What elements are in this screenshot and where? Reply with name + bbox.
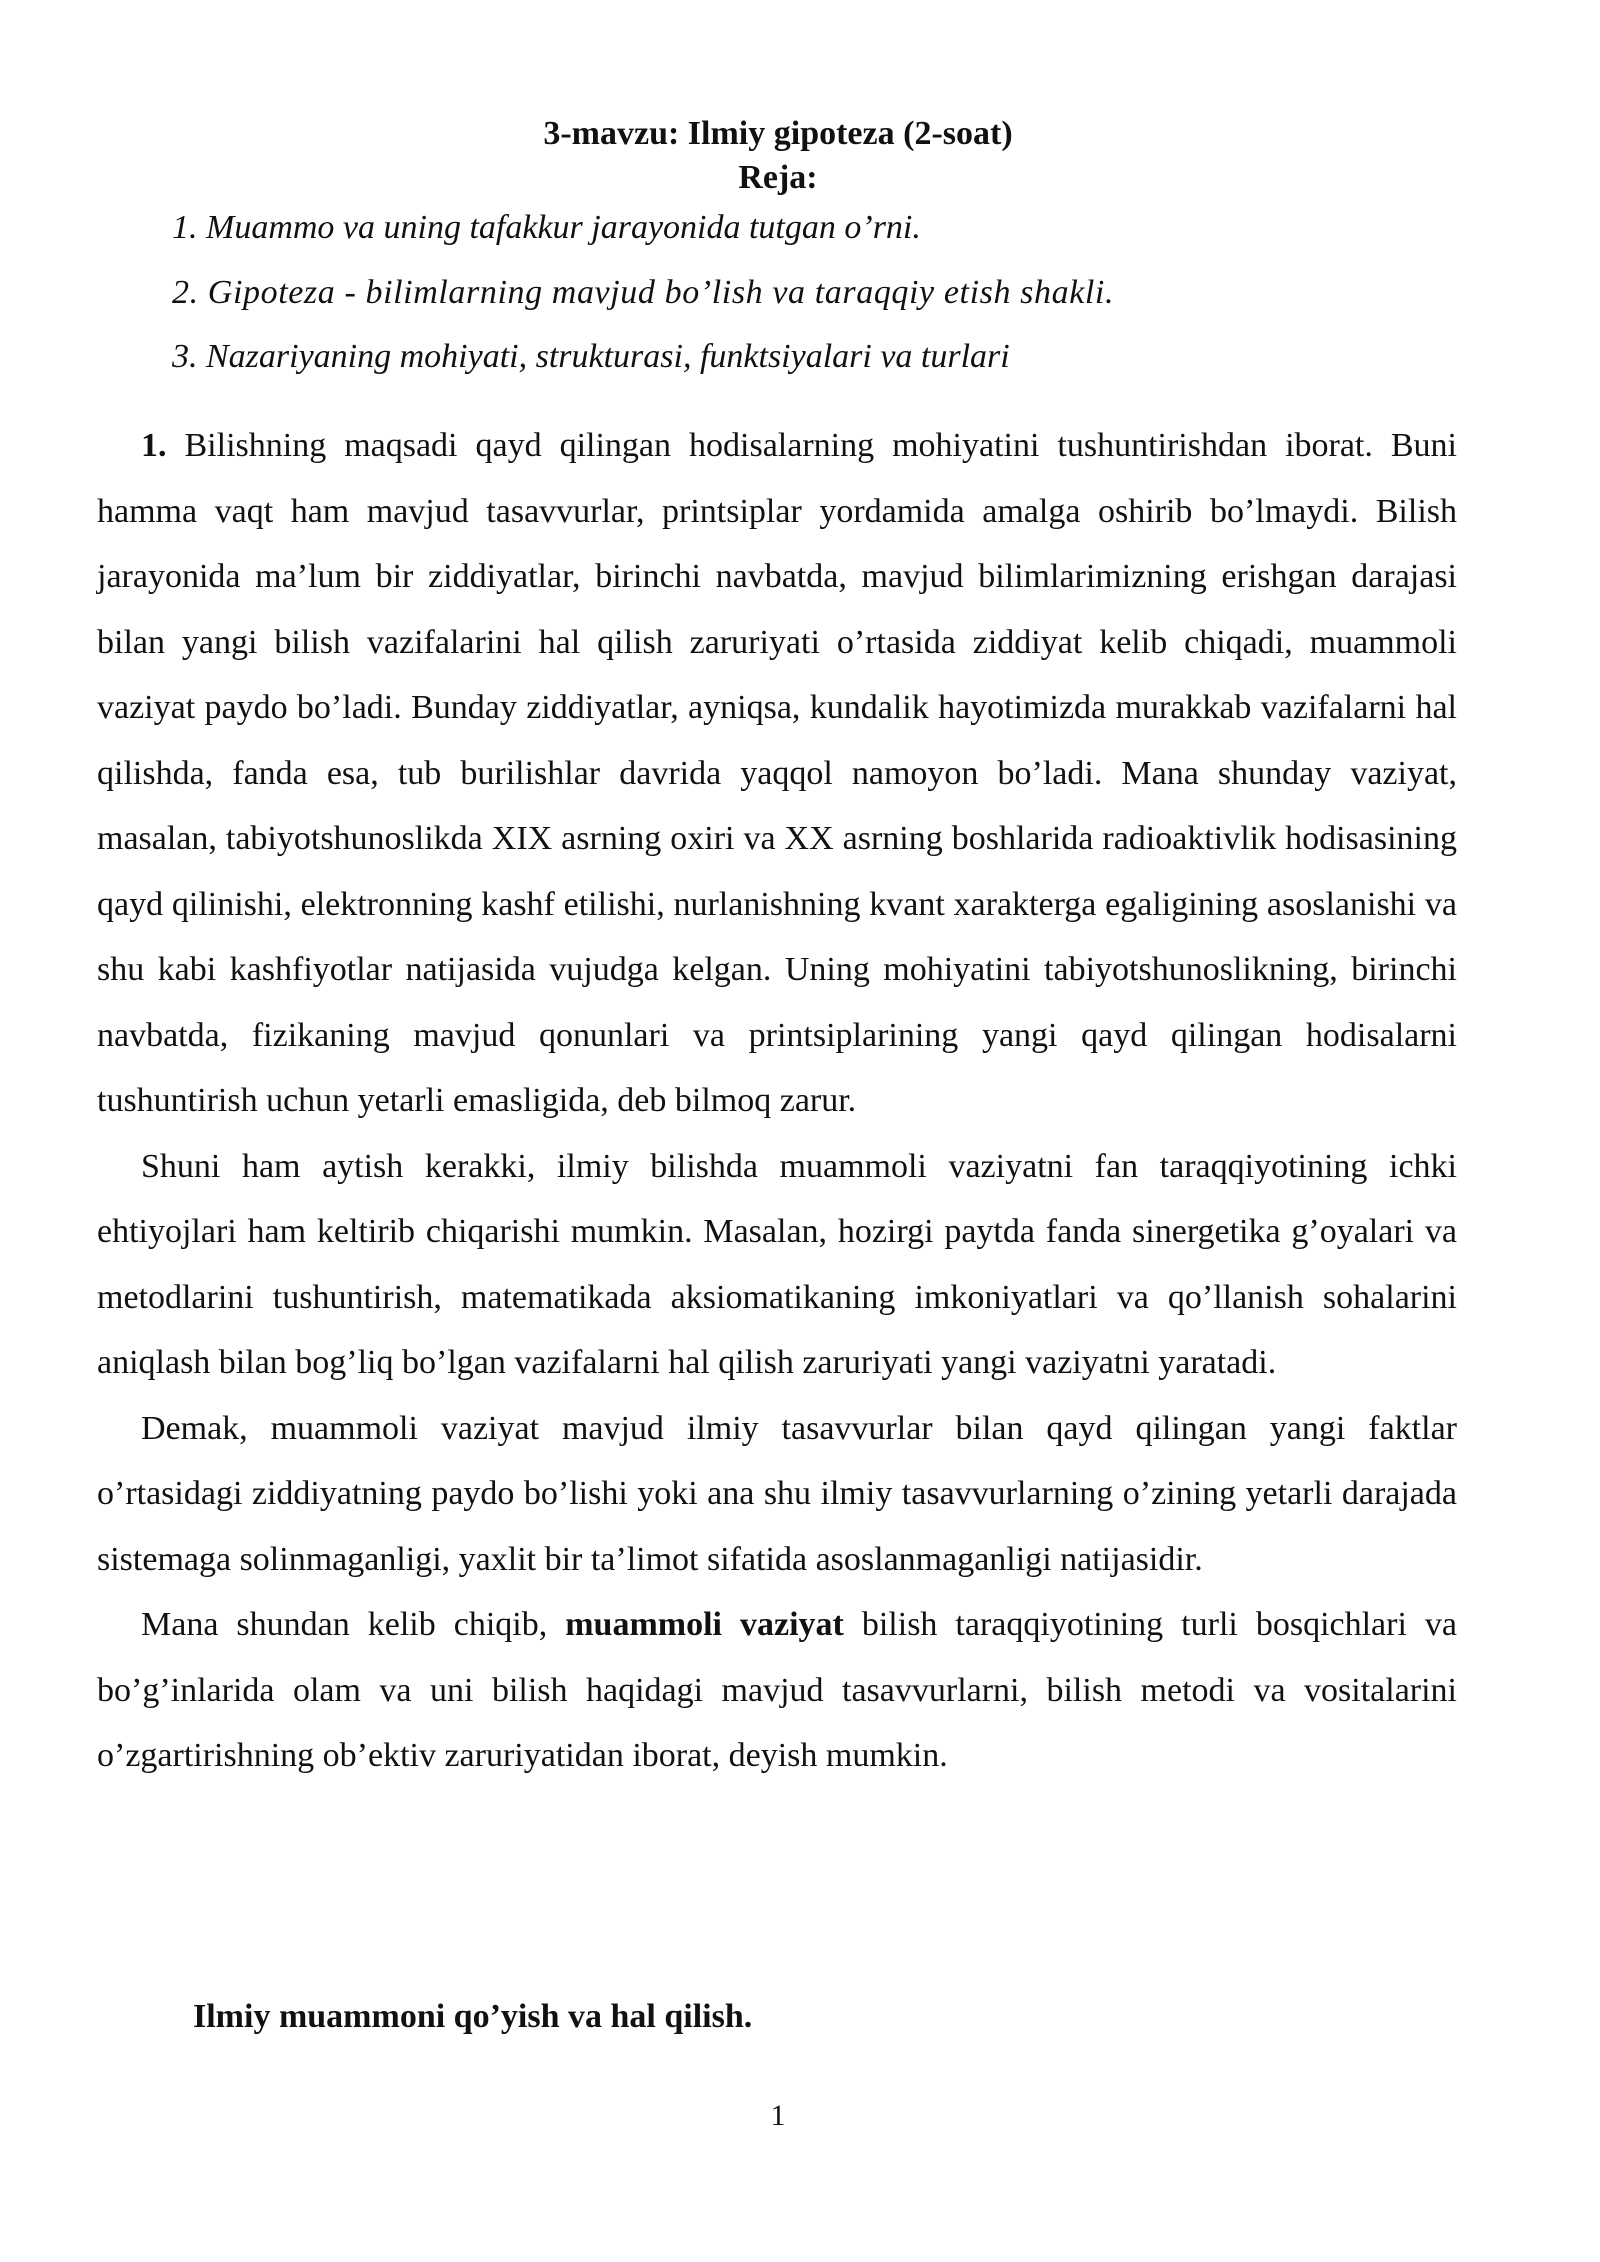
paragraph-text: Shuni ham aytish kerakki, ilmiy bilishda muammoli vaziyatni fan taraqqiyotining ichki ehtiyojlari ham keltirib chiqarishi mumkin. Masalan, hozirgi paytda fanda sinergetika g’oyalari va metodlarini tushuntirish, matematikada aksiomatikaning imkoniyatlari va qo’llanish sohalarini aniqlash bilan bog’liq bo’lgan vazifalarni hal qilish zaruriyati yangi vaziyatni yaratadi. bbox=[97, 1147, 1457, 1381]
paragraph-text: Demak, muammoli vaziyat mavjud ilmiy tasavvurlar bilan qayd qilingan yangi faktlar o’rtasidagi ziddiyatning paydo bo’lishi yoki ana shu ilmiy tasavvurlarning o’zining yetarli darajada sistemaga solinmaganligi, yaxlit bir ta’limot sifatida asoslanmaganligi natijasidir. bbox=[97, 1409, 1457, 1578]
bold-term: muammoli vaziyat bbox=[565, 1606, 844, 1643]
document-title: 3-mavzu: Ilmiy gipoteza (2-soat) bbox=[543, 115, 1013, 152]
paragraph-text: bilish taraqqiyotining turli bosqichlari va bo’g’inlarida olam va uni bilish haqidagi mavjud tasavvurlarni, bilish metodi va vositalarini o’zgartirishning ob’ektiv zaruriyatidan iborat, deyish mumkin. bbox=[97, 1606, 1457, 1774]
plan-item: 1. Muammo va uning tafakkur jarayonida tutgan o’rni. bbox=[172, 209, 921, 246]
body-paragraph bbox=[97, 1134, 1457, 1396]
document-body bbox=[97, 413, 1457, 1789]
plan-heading: Reja: bbox=[738, 159, 818, 196]
body-paragraph bbox=[97, 1592, 1457, 1789]
paragraph-text: Mana shundan kelib chiqib, bbox=[141, 1606, 566, 1643]
plan-item: 3. Nazariyaning mohiyati, strukturasi, funktsiyalari va turlari bbox=[172, 338, 1010, 375]
paragraph-text: Bilishning maqsadi qayd qilingan hodisalarning mohiyatini tushuntirishdan iborat. Buni hamma vaqt ham mavjud tasavvurlar, printsiplar yordamida amalga oshirib bo’lmaydi. Bilish jarayonida ma’lum bir ziddiyatlar, birinchi navbatda, mavjud bilimlarimizning erishgan darajasi bilan yangi bilish vazifalarini hal qilish zaruriyati o’rtasida ziddiyat kelib chiqadi, muammoli vaziyat paydo bo’ladi. Bunday ziddiyatlar, ayniqsa, kundalik hayotimizda murakkab vazifalarni hal qilishda, fanda esa, tub burilishlar davrida yaqqol namoyon bo’ladi. Mana shunday vaziyat, masalan, tabiyotshunoslikda XIX asrning oxiri va XX asrning boshlarida radioaktivlik hodisasining qayd qilinishi, elektronning kashf etilishi, nurlanishning kvant xarakterga egaligining asoslanishi va shu kabi kashfiyotlar natijasida vujudga kelgan. Uning mohiyatini tabiyotshunoslikning, birinchi navbatda, fizikaning mavjud qonunlari va printsiplarining yangi qayd qilingan hodisalarni tushuntirish uchun yetarli emasligida, deb bilmoq zarur. bbox=[97, 427, 1457, 1119]
plan-item: 2. Gipoteza - bilimlarning mavjud bo’lish va taraqqiy etish shakli. bbox=[172, 274, 1115, 311]
body-paragraph bbox=[97, 413, 1457, 1134]
body-paragraph bbox=[97, 1396, 1457, 1593]
section-subheading: Ilmiy muammoni qo’yish va hal qilish. bbox=[193, 1998, 753, 2035]
page-number: 1 bbox=[770, 2099, 786, 2132]
paragraph-number: 1. bbox=[141, 427, 167, 464]
